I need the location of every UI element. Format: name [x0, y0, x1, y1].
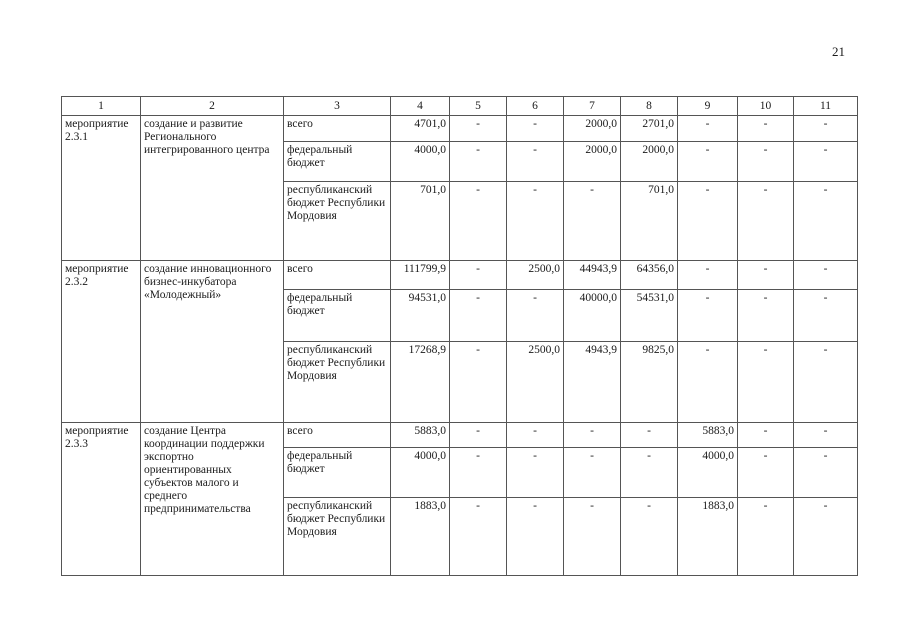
value-cell: -	[738, 142, 794, 182]
value-cell: 44943,9	[564, 261, 621, 290]
value-cell: -	[794, 423, 858, 448]
value-cell: -	[678, 261, 738, 290]
measure-code: мероприятие 2.3.1	[62, 116, 141, 261]
value-cell: -	[678, 116, 738, 142]
value-cell: -	[738, 423, 794, 448]
value-cell: 4701,0	[391, 116, 450, 142]
col-header: 2	[141, 97, 284, 116]
table-row	[62, 261, 858, 290]
value-cell: 5883,0	[391, 423, 450, 448]
value-cell: -	[621, 498, 678, 576]
value-cell: 701,0	[391, 182, 450, 261]
value-cell: -	[450, 448, 507, 498]
col-header: 7	[564, 97, 621, 116]
value-cell: -	[794, 498, 858, 576]
measure-code: мероприятие 2.3.3	[62, 423, 141, 576]
table-row	[62, 116, 858, 142]
measure-name: создание инновационного бизнес-инкубатора «Молодежный»	[141, 261, 284, 423]
funding-source: всего	[284, 261, 391, 290]
value-cell: -	[794, 342, 858, 423]
value-cell: 2500,0	[507, 342, 564, 423]
value-cell: -	[678, 290, 738, 342]
budget-table	[61, 96, 858, 576]
value-cell: 2000,0	[564, 142, 621, 182]
page-number: 21	[832, 44, 845, 59]
funding-source: федеральный бюджет	[284, 290, 391, 342]
funding-source: республиканский бюджет Республики Мордовия	[284, 342, 391, 423]
value-cell: -	[738, 290, 794, 342]
value-cell: -	[564, 423, 621, 448]
value-cell: -	[738, 261, 794, 290]
value-cell: 2701,0	[621, 116, 678, 142]
value-cell: -	[564, 448, 621, 498]
funding-source: всего	[284, 116, 391, 142]
value-cell: -	[450, 182, 507, 261]
value-cell: -	[507, 448, 564, 498]
value-cell: -	[507, 182, 564, 261]
value-cell: -	[794, 261, 858, 290]
value-cell: -	[507, 116, 564, 142]
table-row	[62, 423, 858, 448]
col-header: 1	[62, 97, 141, 116]
value-cell: 701,0	[621, 182, 678, 261]
value-cell: -	[794, 290, 858, 342]
value-cell: -	[678, 142, 738, 182]
value-cell: -	[450, 498, 507, 576]
value-cell: -	[794, 182, 858, 261]
col-header: 3	[284, 97, 391, 116]
value-cell: -	[794, 448, 858, 498]
value-cell: -	[507, 142, 564, 182]
funding-source: республиканский бюджет Республики Мордовия	[284, 182, 391, 261]
value-cell: 5883,0	[678, 423, 738, 448]
value-cell: 40000,0	[564, 290, 621, 342]
value-cell: -	[507, 498, 564, 576]
value-cell: 4000,0	[391, 448, 450, 498]
value-cell: 1883,0	[391, 498, 450, 576]
header-row	[62, 97, 858, 116]
value-cell: -	[678, 342, 738, 423]
value-cell: -	[794, 116, 858, 142]
value-cell: -	[450, 290, 507, 342]
measure-code: мероприятие 2.3.2	[62, 261, 141, 423]
col-header: 4	[391, 97, 450, 116]
value-cell: -	[794, 142, 858, 182]
col-header: 9	[678, 97, 738, 116]
value-cell: 2000,0	[621, 142, 678, 182]
value-cell: -	[564, 182, 621, 261]
value-cell: -	[621, 423, 678, 448]
value-cell: -	[678, 182, 738, 261]
funding-source: республиканский бюджет Республики Мордовия	[284, 498, 391, 576]
value-cell: -	[738, 116, 794, 142]
value-cell: -	[738, 448, 794, 498]
value-cell: 2000,0	[564, 116, 621, 142]
value-cell: 64356,0	[621, 261, 678, 290]
value-cell: 54531,0	[621, 290, 678, 342]
value-cell: -	[621, 448, 678, 498]
value-cell: -	[507, 423, 564, 448]
col-header: 10	[738, 97, 794, 116]
col-header: 5	[450, 97, 507, 116]
value-cell: -	[450, 116, 507, 142]
value-cell: -	[738, 498, 794, 576]
measure-name: создание и развитие Регионального интегрированного центра	[141, 116, 284, 261]
value-cell: 2500,0	[507, 261, 564, 290]
funding-source: федеральный бюджет	[284, 142, 391, 182]
value-cell: -	[450, 342, 507, 423]
value-cell: -	[738, 182, 794, 261]
value-cell: 4943,9	[564, 342, 621, 423]
value-cell: -	[450, 261, 507, 290]
funding-source: федеральный бюджет	[284, 448, 391, 498]
value-cell: 4000,0	[391, 142, 450, 182]
value-cell: 94531,0	[391, 290, 450, 342]
value-cell: 17268,9	[391, 342, 450, 423]
value-cell: -	[738, 342, 794, 423]
value-cell: -	[450, 423, 507, 448]
col-header: 11	[794, 97, 858, 116]
value-cell: -	[564, 498, 621, 576]
col-header: 8	[621, 97, 678, 116]
funding-source: всего	[284, 423, 391, 448]
measure-name: создание Центра координации поддержки экспортно ориентированных субъектов малого и среднего предпринимательства	[141, 423, 284, 576]
value-cell: 4000,0	[678, 448, 738, 498]
value-cell: -	[450, 142, 507, 182]
value-cell: -	[507, 290, 564, 342]
col-header: 6	[507, 97, 564, 116]
value-cell: 9825,0	[621, 342, 678, 423]
value-cell: 111799,9	[391, 261, 450, 290]
value-cell: 1883,0	[678, 498, 738, 576]
